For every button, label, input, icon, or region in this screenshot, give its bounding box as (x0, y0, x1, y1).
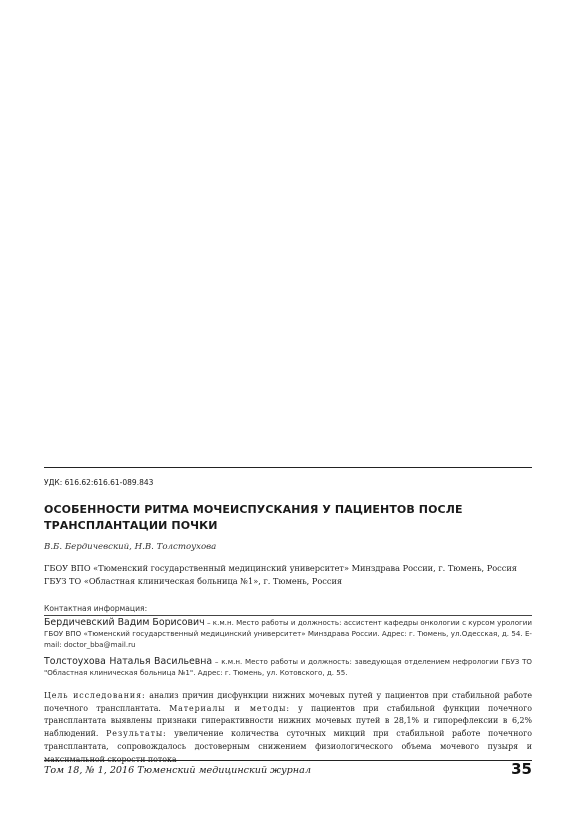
page-number: 35 (511, 760, 532, 778)
methods-label: Материалы и методы: (169, 703, 290, 713)
affiliation-2: ГБУЗ ТО «Областная клиническая больница №1», г. Тюмень, Россия (44, 576, 343, 586)
methods-text: у пациентов при стабильной функции почечного трансплантата выявлены признаки гиперактивности нижних мочевых путей в 28,1% и гипорефлексии в 6,2% наблюдений. (44, 703, 532, 739)
affiliation-1: ГБОУ ВПО «Тюменский государственный медицинский университет» Минздрава России, г. Тюмень, Россия (44, 563, 517, 573)
title-line-1: ОСОБЕННОСТИ РИТМА МОЧЕИСПУСКАНИЯ У ПАЦИЕНТОВ ПОСЛЕ (44, 503, 463, 516)
journal-footer: Том 18, № 1, 2016 Тюменский медицинский журнал (44, 765, 311, 776)
contact-entry-2 (44, 656, 532, 678)
article-title (44, 502, 532, 534)
results-text: увеличение количества суточных микций при стабильной работе почечного трансплантата, сопровождалось достоверным снижением физиологического объема мочевого пузыря и максимальной скорости потока (44, 729, 533, 764)
header-rule (44, 467, 532, 468)
contact-info-label: Контактная информация: (44, 604, 148, 613)
contact-details-1: – к.м.н. Место работы и должность: ассистент кафедры онкологии с курсом урологии ГБОУ ВПО «Тюменский государственный медицинский университет» Минздрава России. Адрес: г. Тюмень, ул.Одесская, д. 54. E-mail: doctor_bba@mail.ru (44, 618, 532, 649)
contact-entry-1 (44, 617, 532, 650)
contact-details-2: – к.м.н. Место работы и должность: заведующая отделением нефрологии ГБУЗ ТО "Областная клиническая больница №1". Адрес: г. Тюмень, ул. Котовского, д. 55. (44, 657, 532, 677)
aim-text: анализ причин дисфункции нижних мочевых путей у пациентов при стабильной работе почечного трансплантата. (44, 691, 532, 713)
footer-rule (44, 760, 532, 761)
contact-name-1: Бердичевский Вадим Борисович (44, 617, 205, 628)
contact-name-2: Толстоухова Наталья Васильевна (44, 656, 213, 667)
udk-code: УДК: 616.62:616.61-089.843 (44, 478, 154, 487)
aim-label: Цель исследования: (44, 691, 146, 700)
authors: В.Б. Бердичевский, Н.В. Толстоухова (44, 542, 217, 552)
abstract (44, 690, 532, 766)
results-label: Результаты: (106, 729, 167, 739)
title-line-2: ТРАНСПЛАНТАЦИИ ПОЧКИ (44, 519, 218, 532)
contact-rule (44, 615, 532, 616)
